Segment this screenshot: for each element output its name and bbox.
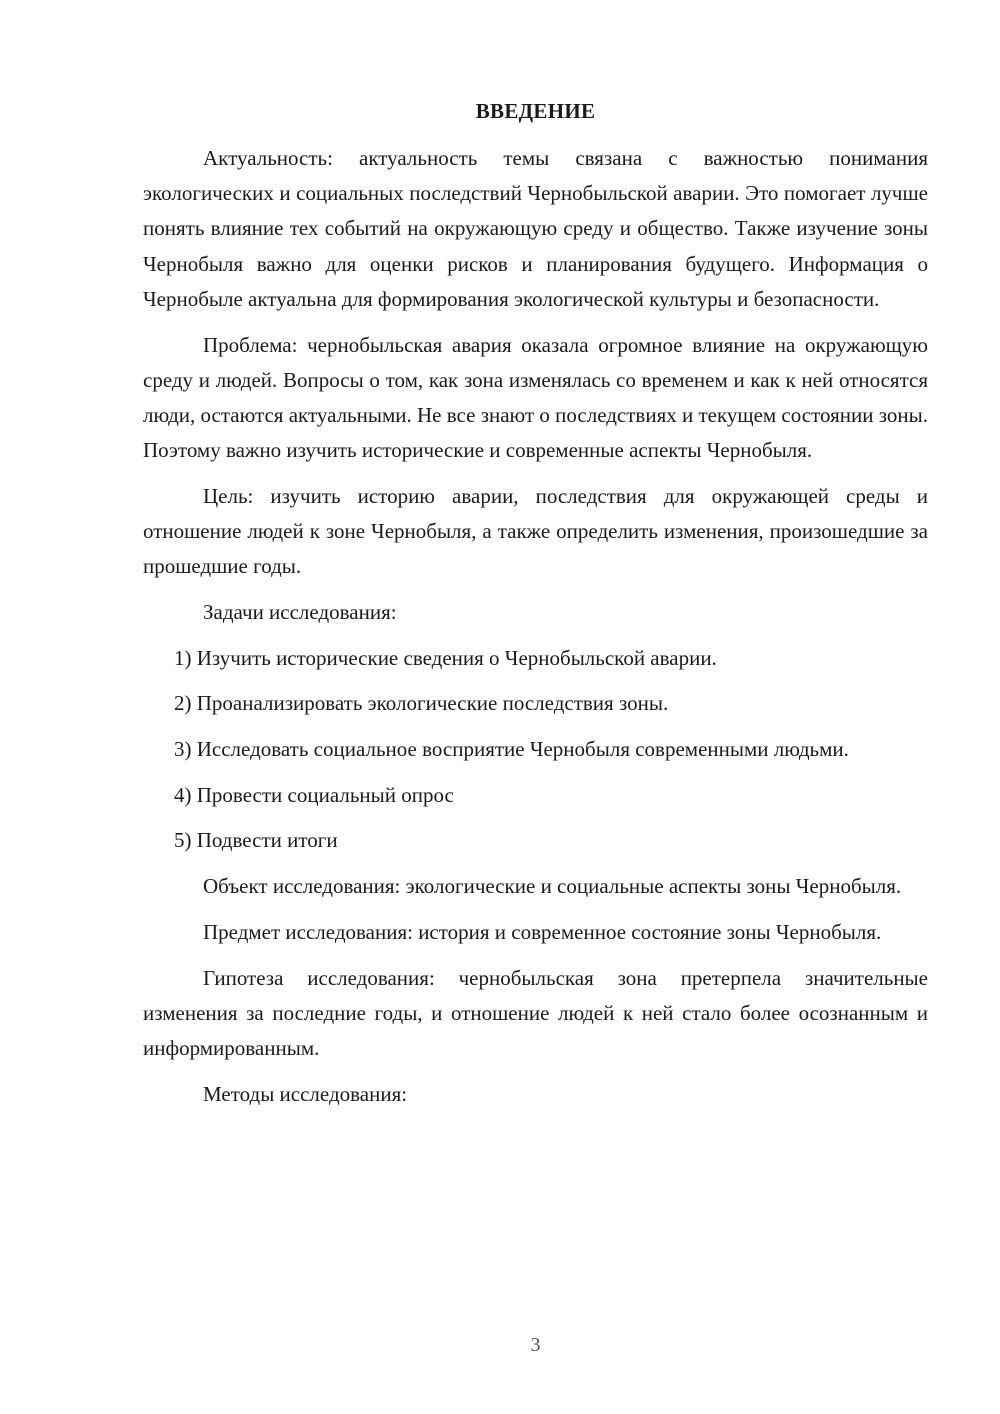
- task-item-1: 1) Изучить исторические сведения о Чернобыльской аварии.: [174, 645, 717, 670]
- document-page: [143, 0, 928, 1414]
- task-item-5: 5) Подвести итоги: [174, 828, 338, 853]
- paragraph-goal: Цель: изучить историю аварии, последствия для окружающей среды и отношение людей к зоне Чернобыля, а также определить изменения, произошедшие за прошедшие годы.: [143, 483, 928, 579]
- paragraph-methods: Методы исследования:: [203, 1081, 408, 1106]
- paragraph-problem: Проблема: чернобыльская авария оказала огромное влияние на окружающую среду и людей. Вопросы о том, как зона изменялась со временем и как к ней относятся люди, остаются актуальными. Не все знают о последствиях и текущем состоянии зоны. Поэтому важно изучить исторические и современные аспекты Чернобыля.: [143, 332, 928, 463]
- section-heading: ВВЕДЕНИЕ: [475, 99, 596, 123]
- paragraph-tasks-heading: Задачи исследования:: [203, 599, 397, 624]
- paragraph-hypothesis: Гипотеза исследования: чернобыльская зона претерпела значительные изменения за последние годы, и отношение людей к ней стало более осознанным и информированным.: [143, 965, 928, 1060]
- task-item-4: 4) Провести социальный опрос: [174, 782, 454, 807]
- task-item-3: 3) Исследовать социальное восприятие Чернобыля современными людьми.: [174, 737, 849, 762]
- paragraph-subject: Предмет исследования: история и современное состояние зоны Чернобыля.: [203, 919, 882, 944]
- document-body: [143, 141, 928, 1122]
- paragraph-object: Объект исследования: экологические и социальные аспекты зоны Чернобыля.: [203, 874, 902, 899]
- task-item-2: 2) Проанализировать экологические последствия зоны.: [174, 691, 669, 716]
- page-number: 3: [530, 1334, 541, 1356]
- paragraph-relevance: Актуальность: актуальность темы связана с важностью понимания экологических и социальных последствий Чернобыльской аварии. Это помогает лучше понять влияние тех событий на окружающую среду и общество. Также изучение зоны Чернобыля важно для оценки рисков и планирования будущего. Информация о Чернобыле актуальна для формирования экологической культуры и безопасности.: [143, 146, 928, 311]
